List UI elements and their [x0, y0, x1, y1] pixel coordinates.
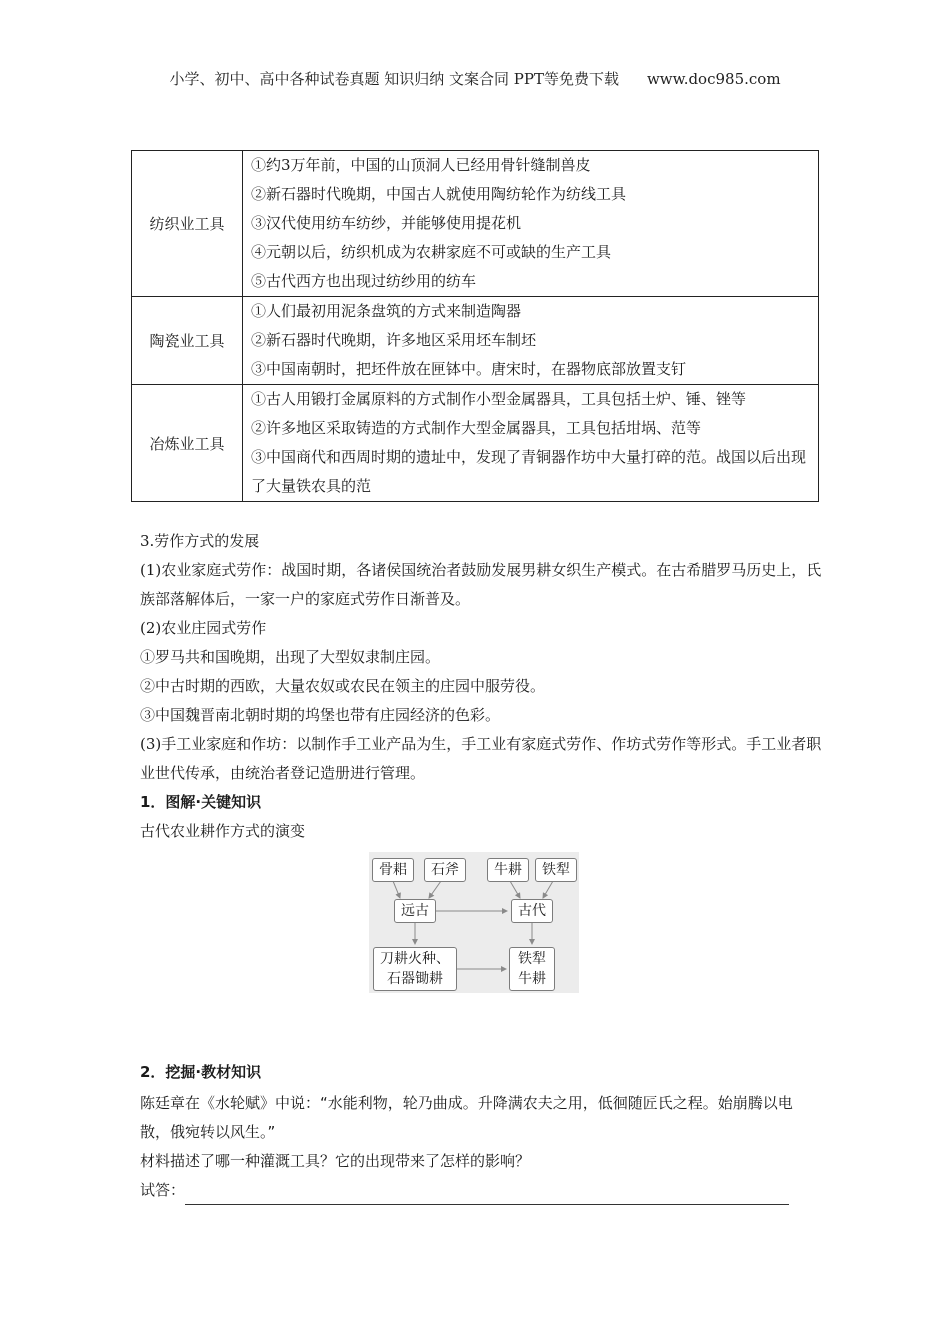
section-title: 3.劳作方式的发展: [140, 532, 260, 550]
quote-paragraph: 陈廷章在《水轮赋》中说：“水能利物，轮乃曲成。升降满农夫之用，低徊随匠氏之程。始崩腾以电散，俄宛转以风生。”: [140, 1094, 793, 1141]
category-cell: 陶瓷业工具: [132, 297, 243, 385]
list-item: ②新石器时代晚期，许多地区采用坯车制坯: [251, 331, 537, 349]
ox-plowing-box: 牛耕: [487, 858, 529, 882]
question-block: [140, 1147, 824, 1205]
paragraph: (2)农业庄园式劳作: [140, 619, 267, 637]
list-item: ④元朝以后，纺织机成为农耕家庭不可或缺的生产工具: [251, 243, 612, 261]
table-row: [132, 297, 819, 385]
list-item: ③中国南朝时，把坯件放在匣钵中。唐宋时，在器物底部放置支钉: [251, 360, 687, 378]
box-line: 石器锄耕: [387, 971, 443, 987]
question-text: 材料描述了哪一种灌溉工具？它的出现带来了怎样的影响？: [140, 1152, 531, 1170]
farming-evolution-diagram: [369, 852, 579, 993]
iron-plow-box: 铁犁: [535, 858, 577, 882]
list-item: ②新石器时代晚期，中国古人就使用陶纺轮作为纺线工具: [251, 185, 627, 203]
page-header: [0, 68, 950, 89]
box-line: 牛耕: [518, 971, 546, 987]
list-item: ③汉代使用纺车纺纱，并能够使用提花机: [251, 214, 522, 232]
box-line: 铁犁: [518, 951, 546, 967]
list-item: ②许多地区采取铸造的方式制作大型金属器具，工具包括坩埚、范等: [251, 419, 702, 437]
arrow: [393, 881, 400, 898]
iron-ox-box: [509, 947, 555, 991]
paragraph: (3)手工业家庭和作坊：以制作手工业产品为生，手工业有家庭式劳作、作坊式劳作等形式。手工业者职业世代传承，由统治者登记造册进行管理。: [140, 735, 822, 782]
paragraph: ②中古时期的西欧，大量农奴或农民在领主的庄园中服劳役。: [140, 677, 546, 695]
paragraph: (1)农业家庭式劳作：战国时期，各诸侯国统治者鼓励发展男耕女织生产模式。在古希腊罗马历史上，氏族部落解体后，一家一户的家庭式劳作日渐普及。: [140, 561, 822, 608]
category-cell: 纺织业工具: [132, 151, 243, 297]
answer-input-line[interactable]: [185, 1186, 789, 1205]
paragraph: ③中国魏晋南北朝时期的坞堡也带有庄园经济的色彩。: [140, 706, 501, 724]
list-item: ①人们最初用泥条盘筑的方式来制造陶器: [251, 302, 522, 320]
category-cell: 冶炼业工具: [132, 385, 243, 502]
diagram-caption: 古代农业耕作方式的演变: [140, 822, 306, 840]
header-text: 小学、初中、高中各种试卷真题 知识归纳 文案合同 PPT等免费下载: [169, 70, 619, 88]
paragraph: ①罗马共和国晚期，出现了大型奴隶制庄园。: [140, 648, 441, 666]
list-item: ⑤古代西方也出现过纺纱用的纺车: [251, 272, 477, 290]
arrow: [429, 881, 441, 898]
bone-plow-box: 骨耜: [372, 858, 414, 882]
remote-antiquity-box: 远古: [394, 899, 436, 923]
table-row: [132, 385, 819, 502]
section-title: 2．挖掘·教材知识: [140, 1063, 262, 1081]
tools-table: [131, 150, 819, 502]
list-item: ①古人用锻打金属原料的方式制作小型金属器具，工具包括土炉、锤、锉等: [251, 390, 747, 408]
section-title: 1．图解·关键知识: [140, 793, 262, 811]
section-2: [140, 1058, 824, 1087]
table-row: [132, 151, 819, 297]
slash-burn-box: [373, 947, 457, 991]
header-site[interactable]: www.doc985.com: [646, 70, 781, 88]
answer-row: [140, 1176, 824, 1205]
stone-axe-box: 石斧: [424, 858, 466, 882]
list-item: ③中国商代和西周时期的遗址中，发现了青铜器作坊中大量打碎的范。战国以后出现了大量铁农具的范: [251, 448, 807, 495]
box-line: 刀耕火种、: [380, 951, 450, 967]
answer-label: 试答：: [140, 1181, 186, 1199]
list-item: ①约3万年前，中国的山顶洞人已经用骨针缝制兽皮: [251, 156, 591, 174]
arrow: [543, 881, 553, 898]
ancient-times-box: 古代: [511, 899, 553, 923]
section-3: [140, 527, 824, 846]
arrow: [510, 881, 520, 898]
